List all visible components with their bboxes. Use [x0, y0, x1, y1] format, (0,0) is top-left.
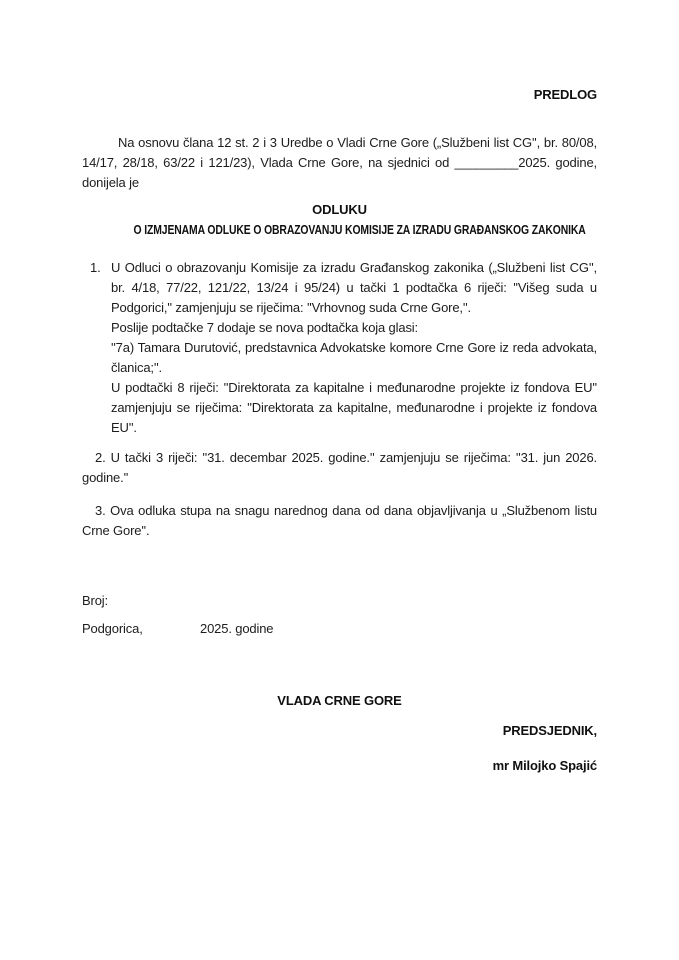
- doc-subtitle: O IZMJENAMA ODLUKE O OBRAZOVANJU KOMISIJE ZA IZRADU GRAĐANSKOG ZAKONIKA: [133, 222, 586, 237]
- year-label: 2025. godine: [200, 621, 274, 636]
- doc-type-label: PREDLOG: [533, 87, 597, 102]
- intro-paragraph: Na osnovu člana 12 st. 2 i 3 Uredbe o Vladi Crne Gore („Službeni list CG'', br. 80/08, 14/17, 28/18, 63/22 i 121/23), Vlada Crne Gore, na sjednici od _________2025. godine, donijela je: [82, 135, 597, 190]
- signer-name: mr Milojko Spajić: [492, 758, 597, 773]
- list-item-1-paragraph-4: U podtački 8 riječi: ''Direktorata za kapitalne i međunarodne projekte iz fondova EU'' zamjenjuju se riječima: ''Direktorata za kapitalne, međunarodne i projekte iz fondova EU''.: [111, 380, 597, 435]
- signer-title: PREDSJEDNIK,: [502, 723, 597, 738]
- doc-title: ODLUKU: [312, 202, 367, 217]
- list-item-1-paragraph-1: U Odluci o obrazovanju Komisije za izradu Građanskog zakonika („Službeni list CG'', br. 4/18, 77/22, 121/22, 13/24 i 95/24) u tački 1 podtačka 6 riječi: ''Višeg suda u Podgorici,'' zamjenjuju se riječima: ''Vrhovnog suda Crne Gore,''.: [111, 260, 597, 315]
- number-label: Broj:: [82, 593, 108, 608]
- list-item-3: 3. Ova odluka stupa na snagu narednog dana od dana objavljivanja u „Službenom listu Crne Gore''.: [82, 503, 597, 538]
- list-item-1-paragraph-3: ''7a) Tamara Durutović, predstavnica Advokatske komore Crne Gore iz reda advokata, članica;''.: [111, 340, 597, 375]
- place-label: Podgorica,: [82, 621, 143, 636]
- list-item-2: 2. U tački 3 riječi: ''31. decembar 2025. godine.'' zamjenjuju se riječima: ''31. jun 2026. godine.'': [82, 450, 597, 485]
- place-date-row: [82, 619, 597, 639]
- government-name: VLADA CRNE GORE: [277, 693, 402, 708]
- doc-title-block: [82, 200, 597, 240]
- list-item-1-number: 1.: [90, 260, 101, 275]
- list-item-1-paragraph-2: Poslije podtačke 7 dodaje se nova podtačka koja glasi:: [111, 320, 418, 335]
- list-item-1: [82, 258, 597, 438]
